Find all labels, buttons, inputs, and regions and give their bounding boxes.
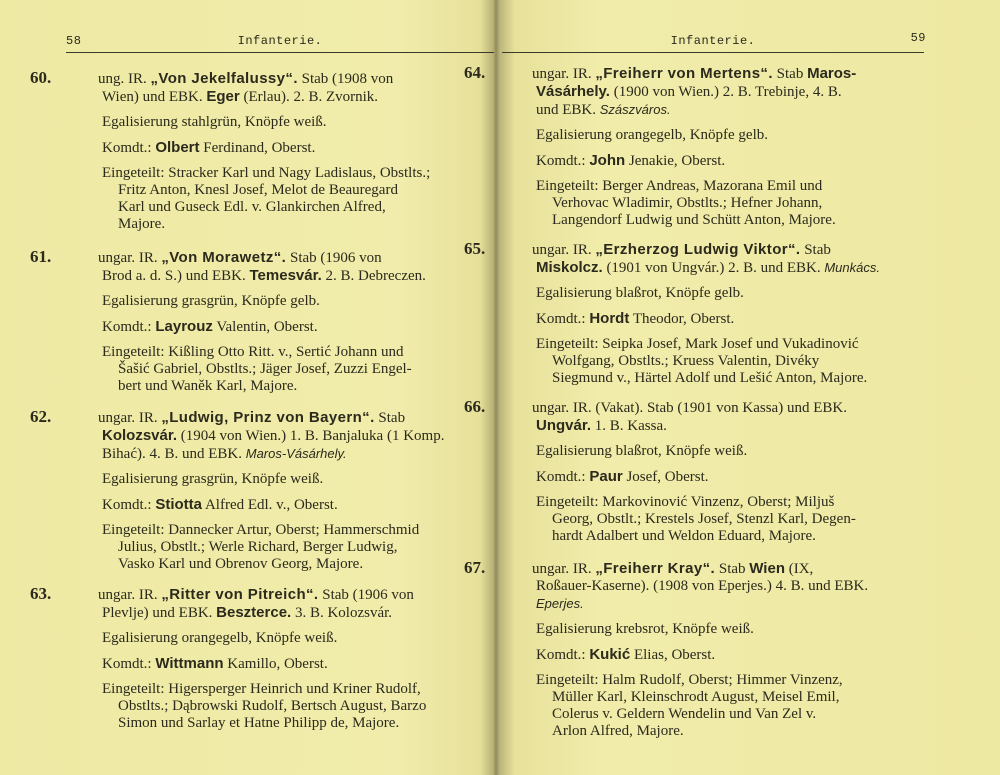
page-number-right: 59 (910, 31, 926, 45)
regiment-name: „Freiherr von Mertens“. (595, 65, 773, 82)
kommandant: Komdt.: Olbert Ferdinand, Oberst. (102, 139, 316, 156)
garrison-station: Beszterce. (216, 604, 292, 621)
entry-number: 65. (464, 239, 486, 258)
egalisierung: Egalisierung krebsrot, Knöpfe weiß. (536, 621, 754, 637)
entry-number: 60. (30, 68, 52, 87)
regiment-entry-63 (30, 584, 427, 732)
kommandant: Komdt.: Stiotta Alfred Edl. v., Oberst. (102, 496, 338, 513)
kommandant: Komdt.: Wittmann Kamillo, Oberst. (102, 655, 328, 672)
entry-number: 61. (30, 247, 52, 266)
garrison-station: Miskolcz. (536, 259, 603, 276)
regiment-name: „Von Morawetz“. (161, 249, 287, 266)
page-number-left: 58 (66, 34, 82, 48)
eingeteilt: Eingeteilt: Berger Andreas, Mazorana Emil und Verhovac Wladimir, Obstlts.; Hefner Johann, Langendorf Ludwig und Schütt Anton, Majore. (536, 178, 836, 228)
running-title-right: Infanterie. (670, 34, 756, 48)
garrison-station: Kolozsvár. (102, 427, 178, 444)
entry-number: 64. (464, 63, 486, 82)
egalisierung: Egalisierung grasgrün, Knöpfe weiß. (102, 471, 324, 487)
entry-header: 60. ung. IR. „Von Jekelfalussy“. Stab (1908 von Wien) und EBK. Eger (Erlau). 2. B. Zvornik. (30, 68, 394, 105)
regiment-entry-62 (30, 407, 445, 573)
garrison-station: Temesvár. (249, 267, 322, 284)
egalisierung: Egalisierung orangegelb, Knöpfe gelb. (536, 127, 769, 143)
garrison-station: Eger (206, 88, 240, 105)
entry-header: 61. ungar. IR. „Von Morawetz“. Stab (1906 von Brod a. d. S.) und EBK. Temesvár. 2. B. Debreczen. (30, 247, 426, 284)
kommandant: Komdt.: Paur Josef, Oberst. (536, 468, 709, 485)
regiment-entry-66 (464, 397, 856, 545)
eingeteilt: Eingeteilt: Dannecker Artur, Oberst; Hammerschmid Julius, Obstlt.; Werle Richard, Berger Ludwig, Vasko Karl und Obrenov Georg, Majore. (102, 522, 420, 572)
entry-header: 65. ungar. IR. „Erzherzog Ludwig Viktor“. Stab Miskolcz. (1901 von Ungvár.) 2. B. und EBK. Munkács. (464, 239, 880, 276)
entry-header: 62. ungar. IR. „Ludwig, Prinz von Bayern“. Stab Kolozsvár. (1904 von Wien.) 1. B. Banjaluka (1 Komp. Bihać). 4. B. und EBK. Maros-Vásárhely. (30, 407, 445, 462)
entry-header: 63. ungar. IR. „Ritter von Pitreich“. Stab (1906 von Plevlje) und EBK. Beszterce. 3. B. Kolozsvár. (30, 584, 414, 621)
entry-number: 62. (30, 407, 52, 426)
eingeteilt: Eingeteilt: Markovinović Vinzenz, Oberst; Miljuš Georg, Obstlt.; Krestels Josef, Stenzl Karl, Degen- hardt Adalbert und Weldon Eduard, Majore. (536, 494, 856, 544)
regiment-entry-67 (464, 558, 869, 740)
eingeteilt: Eingeteilt: Kißling Otto Ritt. v., Sertić Johann und Šašić Gabriel, Obstlts.; Jäger Josef, Zuzzi Engel- bert und Waněk Karl, Majore. (102, 344, 412, 394)
kommandant: Komdt.: John Jenakie, Oberst. (536, 152, 726, 169)
kommandant: Komdt.: Kukić Elias, Oberst. (536, 646, 716, 663)
kommandant: Komdt.: Layrouz Valentin, Oberst. (102, 318, 318, 335)
egalisierung: Egalisierung stahlgrün, Knöpfe weiß. (102, 114, 327, 130)
eingeteilt: Eingeteilt: Stracker Karl und Nagy Ladislaus, Obstlts.; Fritz Anton, Knesl Josef, Melot de Beauregard Karl und Guseck Edl. v. Glankirchen Alfred, Majore. (102, 165, 431, 232)
regiment-name: „Ritter von Pitreich“. (161, 586, 319, 603)
egalisierung: Egalisierung blaßrot, Knöpfe weiß. (536, 443, 748, 459)
left-page (0, 0, 494, 775)
running-head-right (502, 31, 926, 53)
kommandant: Komdt.: Hordt Theodor, Oberst. (536, 310, 735, 327)
regiment-name: „Von Jekelfalussy“. (150, 70, 298, 87)
regiment-name: „Erzherzog Ludwig Viktor“. (595, 241, 801, 258)
regiment-entry-60 (30, 68, 431, 233)
garrison-station: Wien (749, 560, 785, 577)
eingeteilt: Eingeteilt: Higersperger Heinrich und Kriner Rudolf, Obstlts.; Dąbrowski Rudolf, Bertsch August, Barzo Simon und Sarlay et Hatne Philipp de, Majore. (102, 681, 427, 731)
egalisierung: Egalisierung grasgrün, Knöpfe gelb. (102, 293, 320, 309)
entry-number: 67. (464, 558, 486, 577)
entry-header: 64. ungar. IR. „Freiherr von Mertens“. Stab Maros- Vásárhely. (1900 von Wien.) 2. B. Trebinje, 4. B. und EBK. Szászváros. (464, 63, 857, 118)
running-head-left (66, 34, 494, 53)
regiment-entry-65 (464, 239, 880, 387)
right-page (464, 0, 1000, 775)
egalisierung: Egalisierung orangegelb, Knöpfe weiß. (102, 630, 338, 646)
egalisierung: Egalisierung blaßrot, Knöpfe gelb. (536, 285, 744, 301)
entry-header: 66. ungar. IR. (Vakat). Stab (1901 von Kassa) und EBK. Ungvár. 1. B. Kassa. (464, 397, 847, 434)
regiment-entry-64 (464, 63, 857, 229)
running-title-left: Infanterie. (237, 34, 323, 48)
regiment-entry-61 (30, 247, 426, 395)
regiment-name: „Ludwig, Prinz von Bayern“. (161, 409, 375, 426)
garrison-station: Vásárhely. (536, 83, 610, 100)
entry-number: 66. (464, 397, 486, 416)
entry-number: 63. (30, 584, 52, 603)
garrison-station: Ungvár. (536, 417, 592, 434)
regiment-name: „Freiherr Kray“. (595, 560, 716, 577)
entry-header: 67. ungar. IR. „Freiherr Kray“. Stab Wien (IX, Roßauer-Kaserne). (1908 von Eperjes.) 4. B. und EBK. Eperjes. (464, 558, 869, 611)
eingeteilt: Eingeteilt: Halm Rudolf, Oberst; Himmer Vinzenz, Müller Karl, Kleinschrodt August, Meisel Emil, Colerus v. Geldern Wendelin und Van Zel v. Arlon Alfred, Majore. (536, 672, 843, 739)
eingeteilt: Eingeteilt: Seipka Josef, Mark Josef und Vukadinović Wolfgang, Obstlts.; Kruess Valentin, Divéky Siegmund v., Härtel Adolf und Lešić Anton, Majore. (536, 336, 868, 386)
